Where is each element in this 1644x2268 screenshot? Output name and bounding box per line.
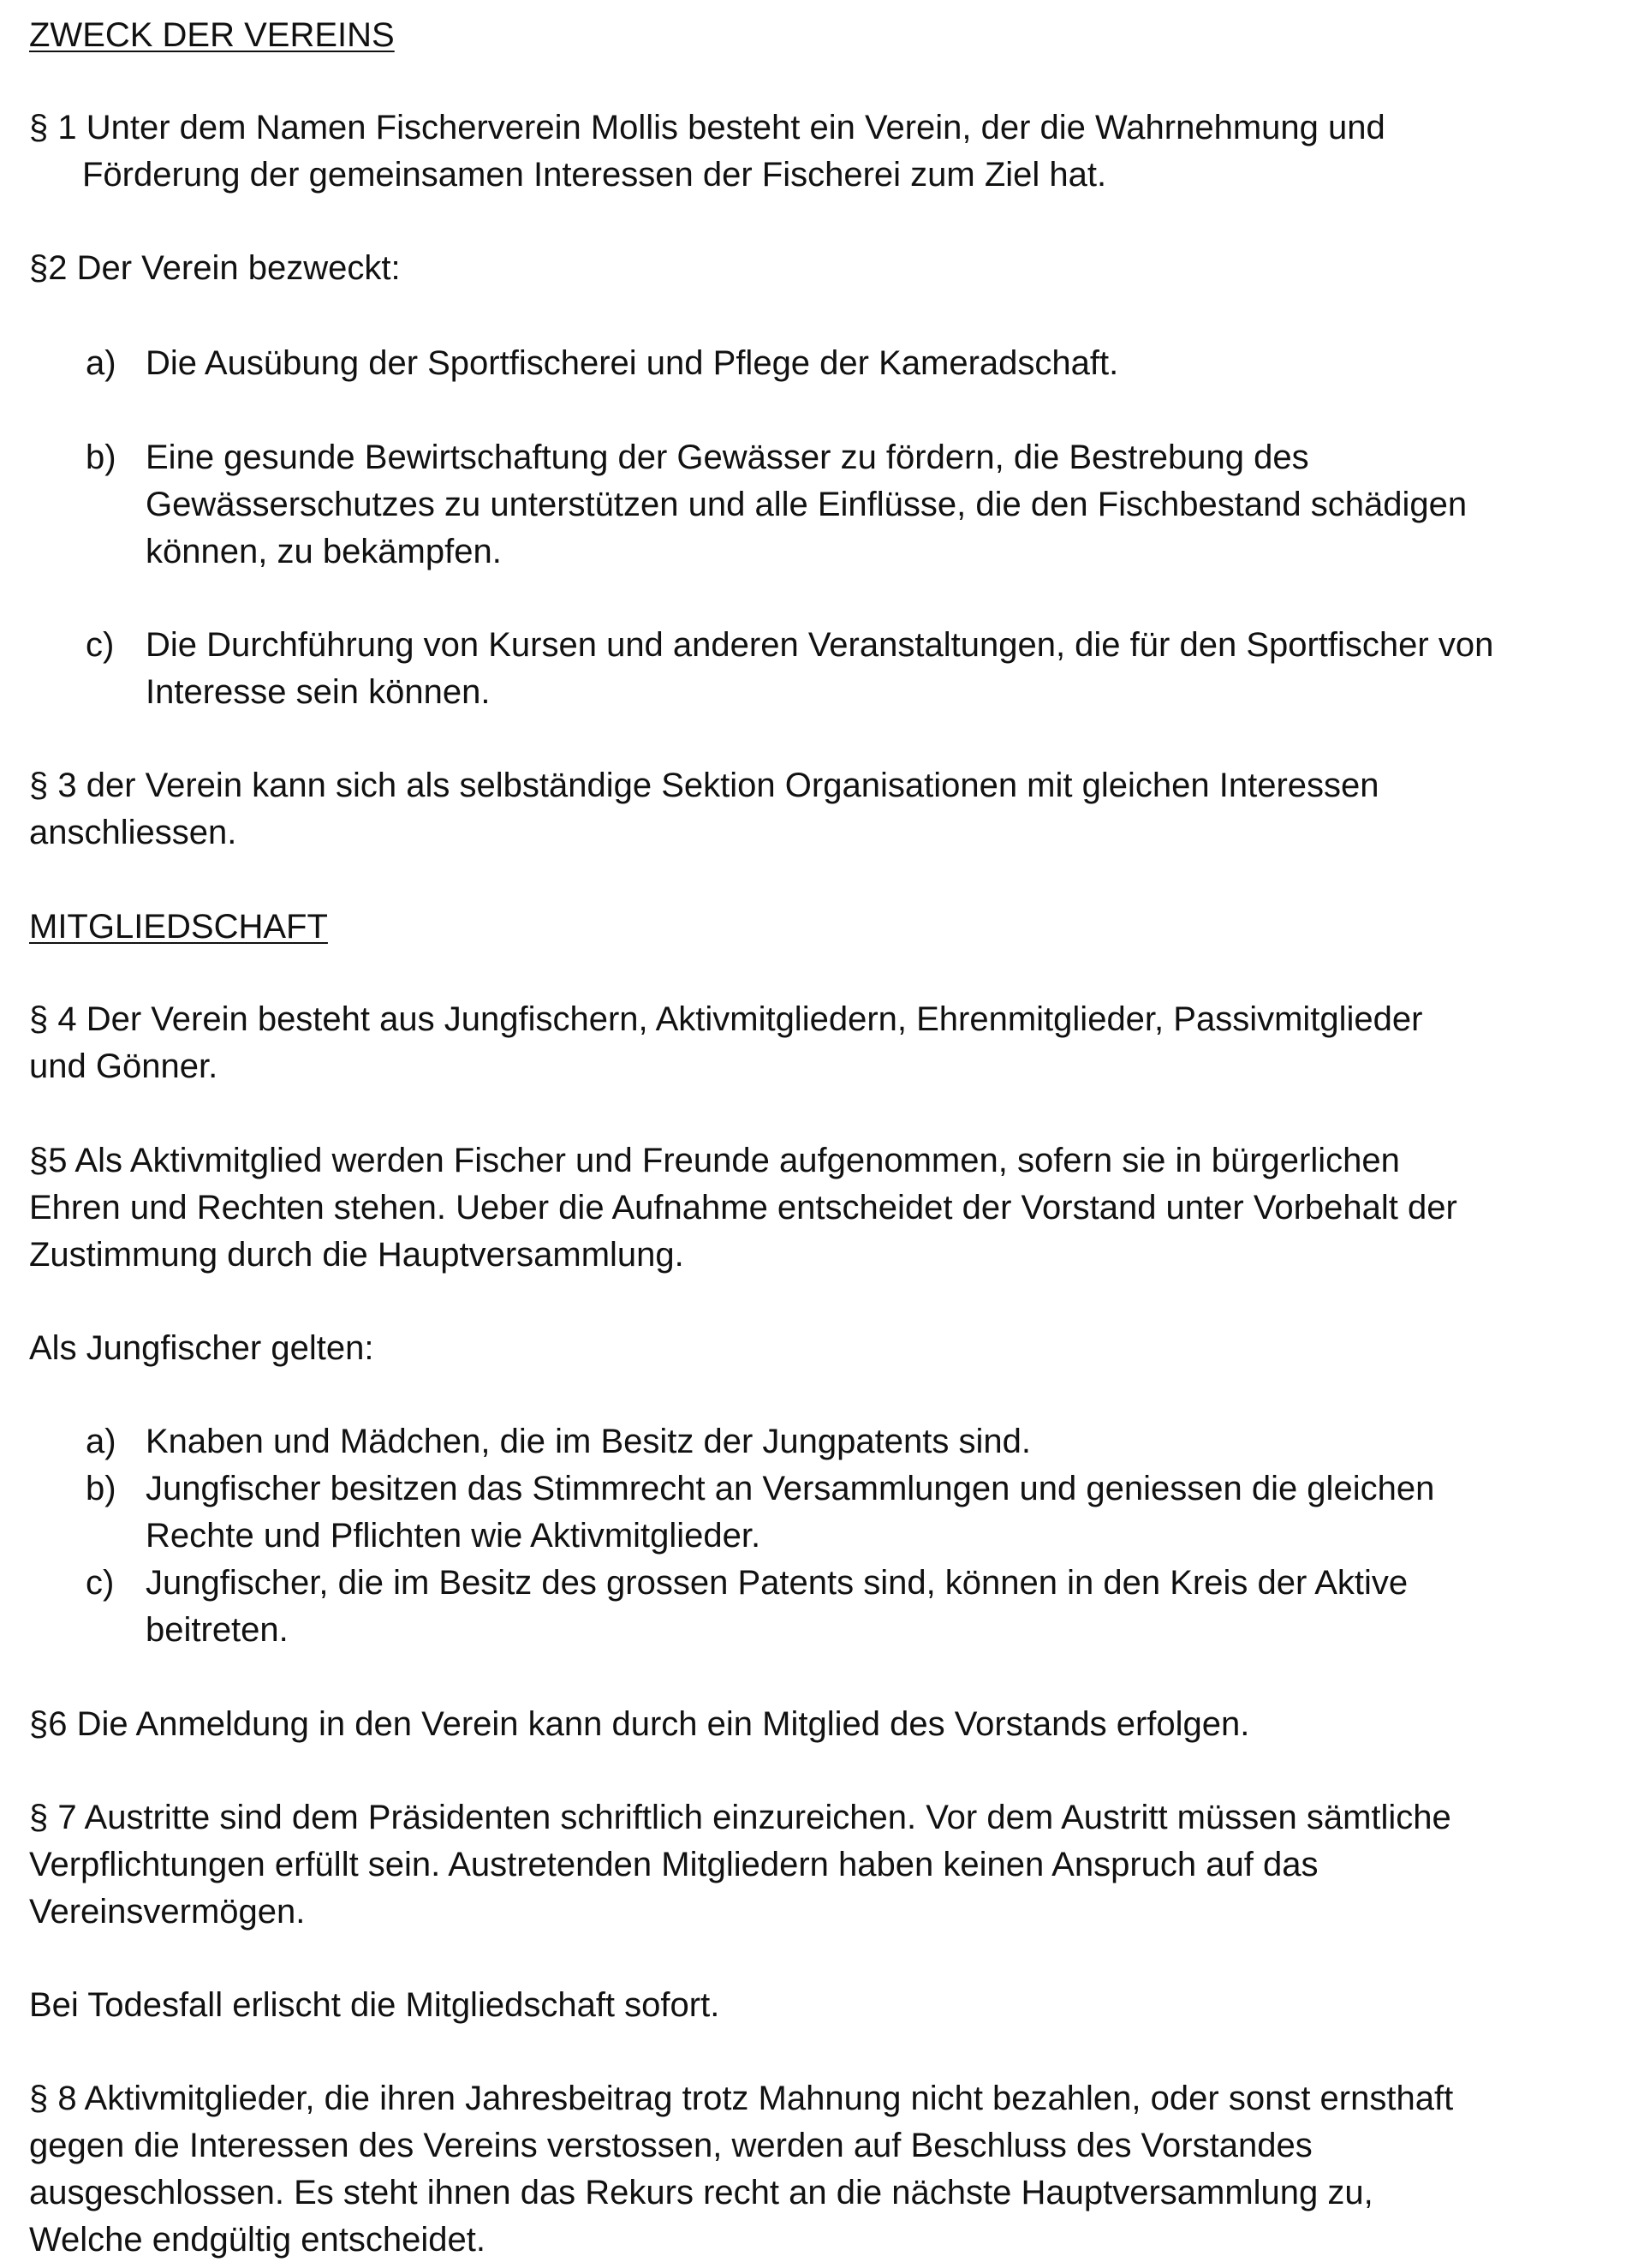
list-item-text: Die Durchführung von Kursen und anderen Veranstaltungen, die für den Sportfischer von Interesse sein können. (146, 626, 1494, 711)
list-item (86, 1560, 1490, 1654)
list-item-label: c) (86, 626, 115, 664)
list-item-text: Jungfischer, die im Besitz des grossen Patents sind, können in den Kreis der Aktive beitreten. (146, 1564, 1409, 1649)
paragraph-7: § 7 Austritte sind dem Präsidenten schriftlich einzureichen. Vor dem Austritt müssen sämtliche Verpflichtungen erfüllt sein. Austretenden Mitgliedern haben keinen Anspruch auf das Vereinsvermögen. (29, 1799, 1451, 1931)
paragraph-1: § 1 Unter dem Namen Fischerverein Mollis besteht ein Verein, der die Wahrnehmung und Förderung der gemeinsamen Interessen der Fischerei zum Ziel hat. (29, 109, 1385, 194)
list-item-label: b) (86, 1470, 116, 1507)
list-item-label: b) (86, 439, 116, 476)
todesfall-note: Bei Todesfall erlischt die Mitgliedschaft sofort. (29, 1986, 720, 2024)
list-item (86, 434, 1507, 576)
paragraph-3: § 3 der Verein kann sich als selbständige Sektion Organisationen mit gleichen Interessen anschliessen. (29, 767, 1379, 851)
list-item-label: c) (86, 1564, 115, 1602)
list-item-label: a) (86, 1423, 116, 1460)
paragraph-4: § 4 Der Verein besteht aus Jungfischern, Aktivmitgliedern, Ehrenmitglieder, Passivmitglieder und Gönner. (29, 1000, 1423, 1085)
paragraph-8: § 8 Aktivmitglieder, die ihren Jahresbeitrag trotz Mahnung nicht bezahlen, oder sonst ernsthaft gegen die Interessen des Vereins verstossen, werden auf Beschluss des Vorstandes ausgeschlossen. Es steht ihnen das Rekurs recht an die nächste Hauptversammlung zu, Welche endgültig entscheidet. (29, 2080, 1454, 2259)
jungfischer-intro: Als Jungfischer gelten: (29, 1329, 374, 1367)
list-item (86, 1465, 1490, 1560)
list-item (86, 622, 1507, 716)
heading-zweck: ZWECK DER VEREINS (29, 16, 395, 54)
list-item (86, 340, 1490, 387)
paragraph-5: §5 Als Aktivmitglied werden Fischer und Freunde aufgenommen, sofern sie in bürgerlichen Ehren und Rechten stehen. Ueber die Aufnahme entscheidet der Vorstand unter Vorbehalt der Zustimmung durch die Hauptversammlung. (29, 1142, 1457, 1274)
list-item-label: a) (86, 344, 116, 382)
heading-mitgliedschaft: MITGLIEDSCHAFT (29, 908, 328, 946)
paragraph-6: §6 Die Anmeldung in den Verein kann durch ein Mitglied des Vorstands erfolgen. (29, 1705, 1250, 1743)
paragraph-2-intro: §2 Der Verein bezweckt: (29, 249, 401, 287)
list-item-text: Knaben und Mädchen, die im Besitz der Jungpatents sind. (146, 1423, 1031, 1460)
list-item-text: Eine gesunde Bewirtschaftung der Gewässer zu fördern, die Bestrebung des Gewässerschutzes zu unterstützen und alle Einflüsse, die den Fischbestand schädigen können, zu bekämpfen. (146, 439, 1468, 570)
list-item-text: Die Ausübung der Sportfischerei und Pflege der Kameradschaft. (146, 344, 1119, 382)
list-item-text: Jungfischer besitzen das Stimmrecht an Versammlungen und geniessen die gleichen Rechte und Pflichten wie Aktivmitglieder. (146, 1470, 1435, 1555)
list-item (86, 1418, 1490, 1465)
